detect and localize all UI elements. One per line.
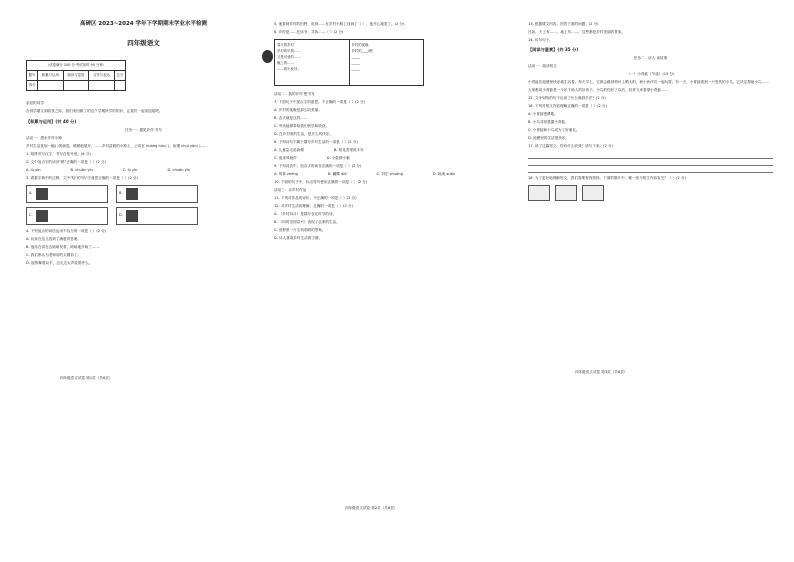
- option[interactable]: D. 池塘里的生活很快乐。: [528, 136, 569, 141]
- option[interactable]: B. 《四时田园杂兴》表现了农家的生活。: [274, 220, 340, 225]
- score-note: （试卷满分 100 分·考试用时 90 分钟）: [27, 61, 126, 71]
- task-heading: 任务一：遇见乡村·书写: [124, 127, 163, 132]
- question-16: 16. 下列对短文内容理解正确的一项是（ ）(2 分): [528, 104, 607, 109]
- question-3: 3. 看看字典中的注释，文中"哈"的"哈"字意思正确的一项是（ ）(2 分): [26, 175, 138, 180]
- option[interactable]: A. 《乡村四月》是描写农忙时节的诗。: [274, 212, 337, 217]
- question-5: 5. 他看到乡村的田野，说到……在乡村小路上找到了（ ），他开心地笑了。(2 分): [274, 22, 405, 26]
- dictionary-image: [36, 210, 48, 222]
- activity-heading: 活动一：漫步乡村小路: [26, 135, 62, 140]
- question-6: 6. 乡村是……在读书、寻找……（ ）(2 分): [274, 30, 344, 34]
- activity-heading: 活动一：阅读短文: [528, 64, 557, 69]
- option[interactable]: B. 小鸟非常感激小青蛙。: [528, 120, 569, 125]
- q8-options-2: [274, 156, 519, 161]
- option[interactable]: D. 在乡村里的生活，是多么的快乐。: [274, 132, 333, 137]
- score-header: 习作与表达: [89, 71, 115, 81]
- intro-label: 亲爱的同学：: [26, 101, 48, 106]
- option[interactable]: C. 村庄 zhuāng: [376, 172, 403, 177]
- q2-options: [26, 168, 261, 173]
- dictionary-image: [126, 210, 138, 222]
- question-12: 12. 对乡村生活的理解，正确的一项是（ ）(2 分): [274, 204, 353, 209]
- task-heading: 任务二：读人·读故事: [633, 56, 668, 61]
- option-letter: B.: [119, 191, 123, 196]
- option[interactable]: A. 小青蛙很勇敢。: [528, 112, 558, 117]
- section-heading: 【积累与运用】(共 40 分): [26, 118, 77, 124]
- option[interactable]: A. 乡村的夜晚是那么的美丽。: [274, 108, 322, 113]
- q3-dictionary-images: [26, 185, 261, 203]
- option[interactable]: C. 田野里一片生机勃勃的景象。: [274, 228, 326, 233]
- score-header: 总分: [114, 71, 125, 81]
- score-cell[interactable]: [89, 81, 115, 91]
- option[interactable]: B. 农夫就是这样……: [274, 116, 308, 121]
- column-2: [274, 22, 519, 244]
- question-15: 15. 文中划线的句子运用了什么修辞手法？(2 分): [528, 96, 606, 101]
- column-1: [26, 22, 261, 269]
- exam-title: 高碑区 2023~2024 学年下学期期末学业水平检测: [79, 21, 208, 27]
- poem-line: 又是可爱的……: [277, 55, 301, 60]
- student-avatar-icon: [262, 50, 273, 63]
- score-cell[interactable]: [114, 81, 125, 91]
- question-17: 17. 读了这篇短文，你有什么收获？请写下来。(2 分): [528, 144, 613, 149]
- poem-left-title: 春天的乡村: [277, 43, 294, 48]
- poem-compare-table: [274, 39, 424, 86]
- passage-text: 大家都说小青蛙是一个乐于助人的好孩子。小鸟的伤好了以后，经常飞来看望小青蛙……: [528, 88, 669, 93]
- question-9: 9. 下列词语中，加点字的读音正确的一项是（ ）(2 分): [274, 164, 362, 169]
- score-table: [26, 60, 126, 91]
- question-14: 14. 仿写句子。: [528, 38, 553, 42]
- dict-entry-c[interactable]: [26, 207, 108, 225]
- option-letter: C.: [29, 213, 33, 218]
- option[interactable]: C. lù yīn: [122, 167, 138, 172]
- question-1: 1. 给拼音写汉字，书写在括号里。(6 分): [26, 151, 91, 156]
- picture-option[interactable]: [555, 185, 577, 201]
- passage-text: 小青蛙在池塘里快乐地生活着。每天早上，它都会跳到荷叶上晒太阳，和小伙伴们一起玩耍。有一天，小青蛙看到一只受伤的小鸟，它决定帮助小鸟……: [528, 80, 769, 85]
- poem-line: 乡村的早晨……: [277, 49, 301, 54]
- dict-entry-b[interactable]: [116, 185, 198, 203]
- passage-title: （一）小青蛙（节选）(15 分): [626, 72, 675, 77]
- question-13-text: 比如，天上有……，地上有……，这些都是乡村美丽的景象。: [528, 30, 626, 34]
- activity-heading: 活动三：评乡村作品: [274, 188, 307, 193]
- option[interactable]: B. 蝴蝶 dié: [327, 172, 347, 177]
- option[interactable]: C. 夜来风雨声: [274, 156, 297, 161]
- option[interactable]: C. 劳动能够带给我们快乐和收获。: [274, 124, 330, 129]
- page-footer-1: 四年级语文试卷 第1页（共6页）: [60, 376, 113, 380]
- activity-heading: 活动二：我的乡村·想书写: [274, 92, 315, 97]
- poem-right: [349, 40, 424, 86]
- option[interactable]: D. 他挥舞着双手，边走边大声说着什么。: [26, 261, 93, 266]
- q8-options: [274, 148, 519, 153]
- score-header: 积累与运用: [38, 71, 64, 81]
- option[interactable]: C. 小青蛙和小鸟成为了好朋友。: [528, 128, 580, 133]
- option[interactable]: A. 玩家在这儿找到了满意的答案。: [26, 237, 81, 242]
- option[interactable]: A. 风筝 zhēng: [274, 172, 298, 177]
- page-footer-3: 四年级语文试卷 第3页（共6页）: [575, 370, 628, 374]
- poem-line[interactable]: _____: [351, 55, 360, 60]
- option[interactable]: D. 诗人喜欢乡村生活的宁静。: [274, 236, 323, 241]
- option-letter: A.: [29, 191, 33, 196]
- answer-lines[interactable]: [528, 152, 773, 173]
- option-letter: D.: [119, 213, 123, 218]
- score-header: 阅读与鉴赏: [63, 71, 89, 81]
- dict-entry-d[interactable]: [116, 207, 198, 225]
- poem-line[interactable]: _____: [351, 61, 360, 66]
- passage-text: 乡村生活犹如一幅( )的画卷，缓缓地展开。……乡村清晨的小路上，公鸡在 huáng hūn( )，炊烟 chuī yān( )……: [26, 143, 208, 148]
- option[interactable]: A. lù yìn: [26, 167, 41, 172]
- question-18: 18. 为了更好地理解短文，我们需要查找资料。下面的图片中，哪一张与短文内容有关？（ ）(2 分): [528, 176, 686, 181]
- page-footer-2: 四年级语文试卷 第2页（共6页）: [345, 506, 398, 510]
- exam-subject: 四年级语文: [127, 39, 160, 48]
- section-heading: 【阅读与鉴赏】(共 35 分): [528, 47, 579, 53]
- poem-line[interactable]: 乡村的____啊！: [351, 49, 376, 54]
- question-2: 2. 文中加点字的读音"畔"正确的一项是（ ）(2 分): [26, 159, 106, 164]
- option[interactable]: C. 我们都认为老师讲的太精彩了。: [26, 253, 82, 258]
- score-header: 题号: [27, 71, 38, 81]
- question-13: 13. 根据课文内容，回答下面的问题。(2 分): [528, 22, 599, 26]
- poem-left: [275, 40, 350, 86]
- score-cell[interactable]: [38, 81, 64, 91]
- poem-line: ……的小伙伴。: [277, 67, 301, 72]
- question-7: 7. 下面句子中加点字的意思，不正确的一项是（ ）(2 分): [274, 100, 366, 105]
- q18-image-options: [528, 185, 773, 201]
- poem-right-title: 乡村的夜晚: [351, 43, 369, 48]
- option[interactable]: A. 儿童急走追黄蝶: [274, 148, 304, 153]
- question-4: 4. 下列加点的词语运用不恰当的一项是（ ）(2 分): [26, 229, 107, 234]
- option[interactable]: B. 他站在讲台边暗暗发誓，暗暗地开始了……: [26, 245, 100, 250]
- option[interactable]: B. 稻花香里说丰年: [333, 148, 364, 153]
- dict-entry-a[interactable]: [26, 185, 108, 203]
- poem-line: 晚上的……: [277, 61, 294, 66]
- option[interactable]: B. chuān yīn: [70, 167, 93, 172]
- q9-options: [274, 172, 519, 177]
- dictionary-image: [36, 188, 48, 200]
- dictionary-image: [126, 188, 138, 200]
- score-cell[interactable]: [63, 81, 89, 91]
- poem-line[interactable]: _____: [351, 67, 360, 72]
- option[interactable]: D. 喧闹 xuān: [432, 172, 456, 177]
- picture-option[interactable]: [528, 185, 550, 201]
- question-11: 11. 下列对作品的评价，不正确的一项是（ ）(2 分): [274, 196, 357, 201]
- score-row-label: 得分: [27, 81, 38, 91]
- q3-dictionary-images-2: [26, 207, 261, 225]
- intro-text: 告别学期又到收获之际，我们来回顾了的这个学期所学的知识，让我们一起来迎接吧。: [26, 109, 163, 114]
- question-10: 10. 下面的句子中，标点符号使用正确的一项是（ ）(2 分): [274, 180, 368, 185]
- option[interactable]: D. 小娃撑小艇: [326, 156, 350, 161]
- question-8: 8. 下列诗句不属于描写乡村生活的一项是（ ）(2 分): [274, 140, 358, 145]
- picture-option[interactable]: [582, 185, 604, 201]
- option[interactable]: D. chuān yīn: [167, 167, 191, 172]
- column-3: [528, 22, 773, 205]
